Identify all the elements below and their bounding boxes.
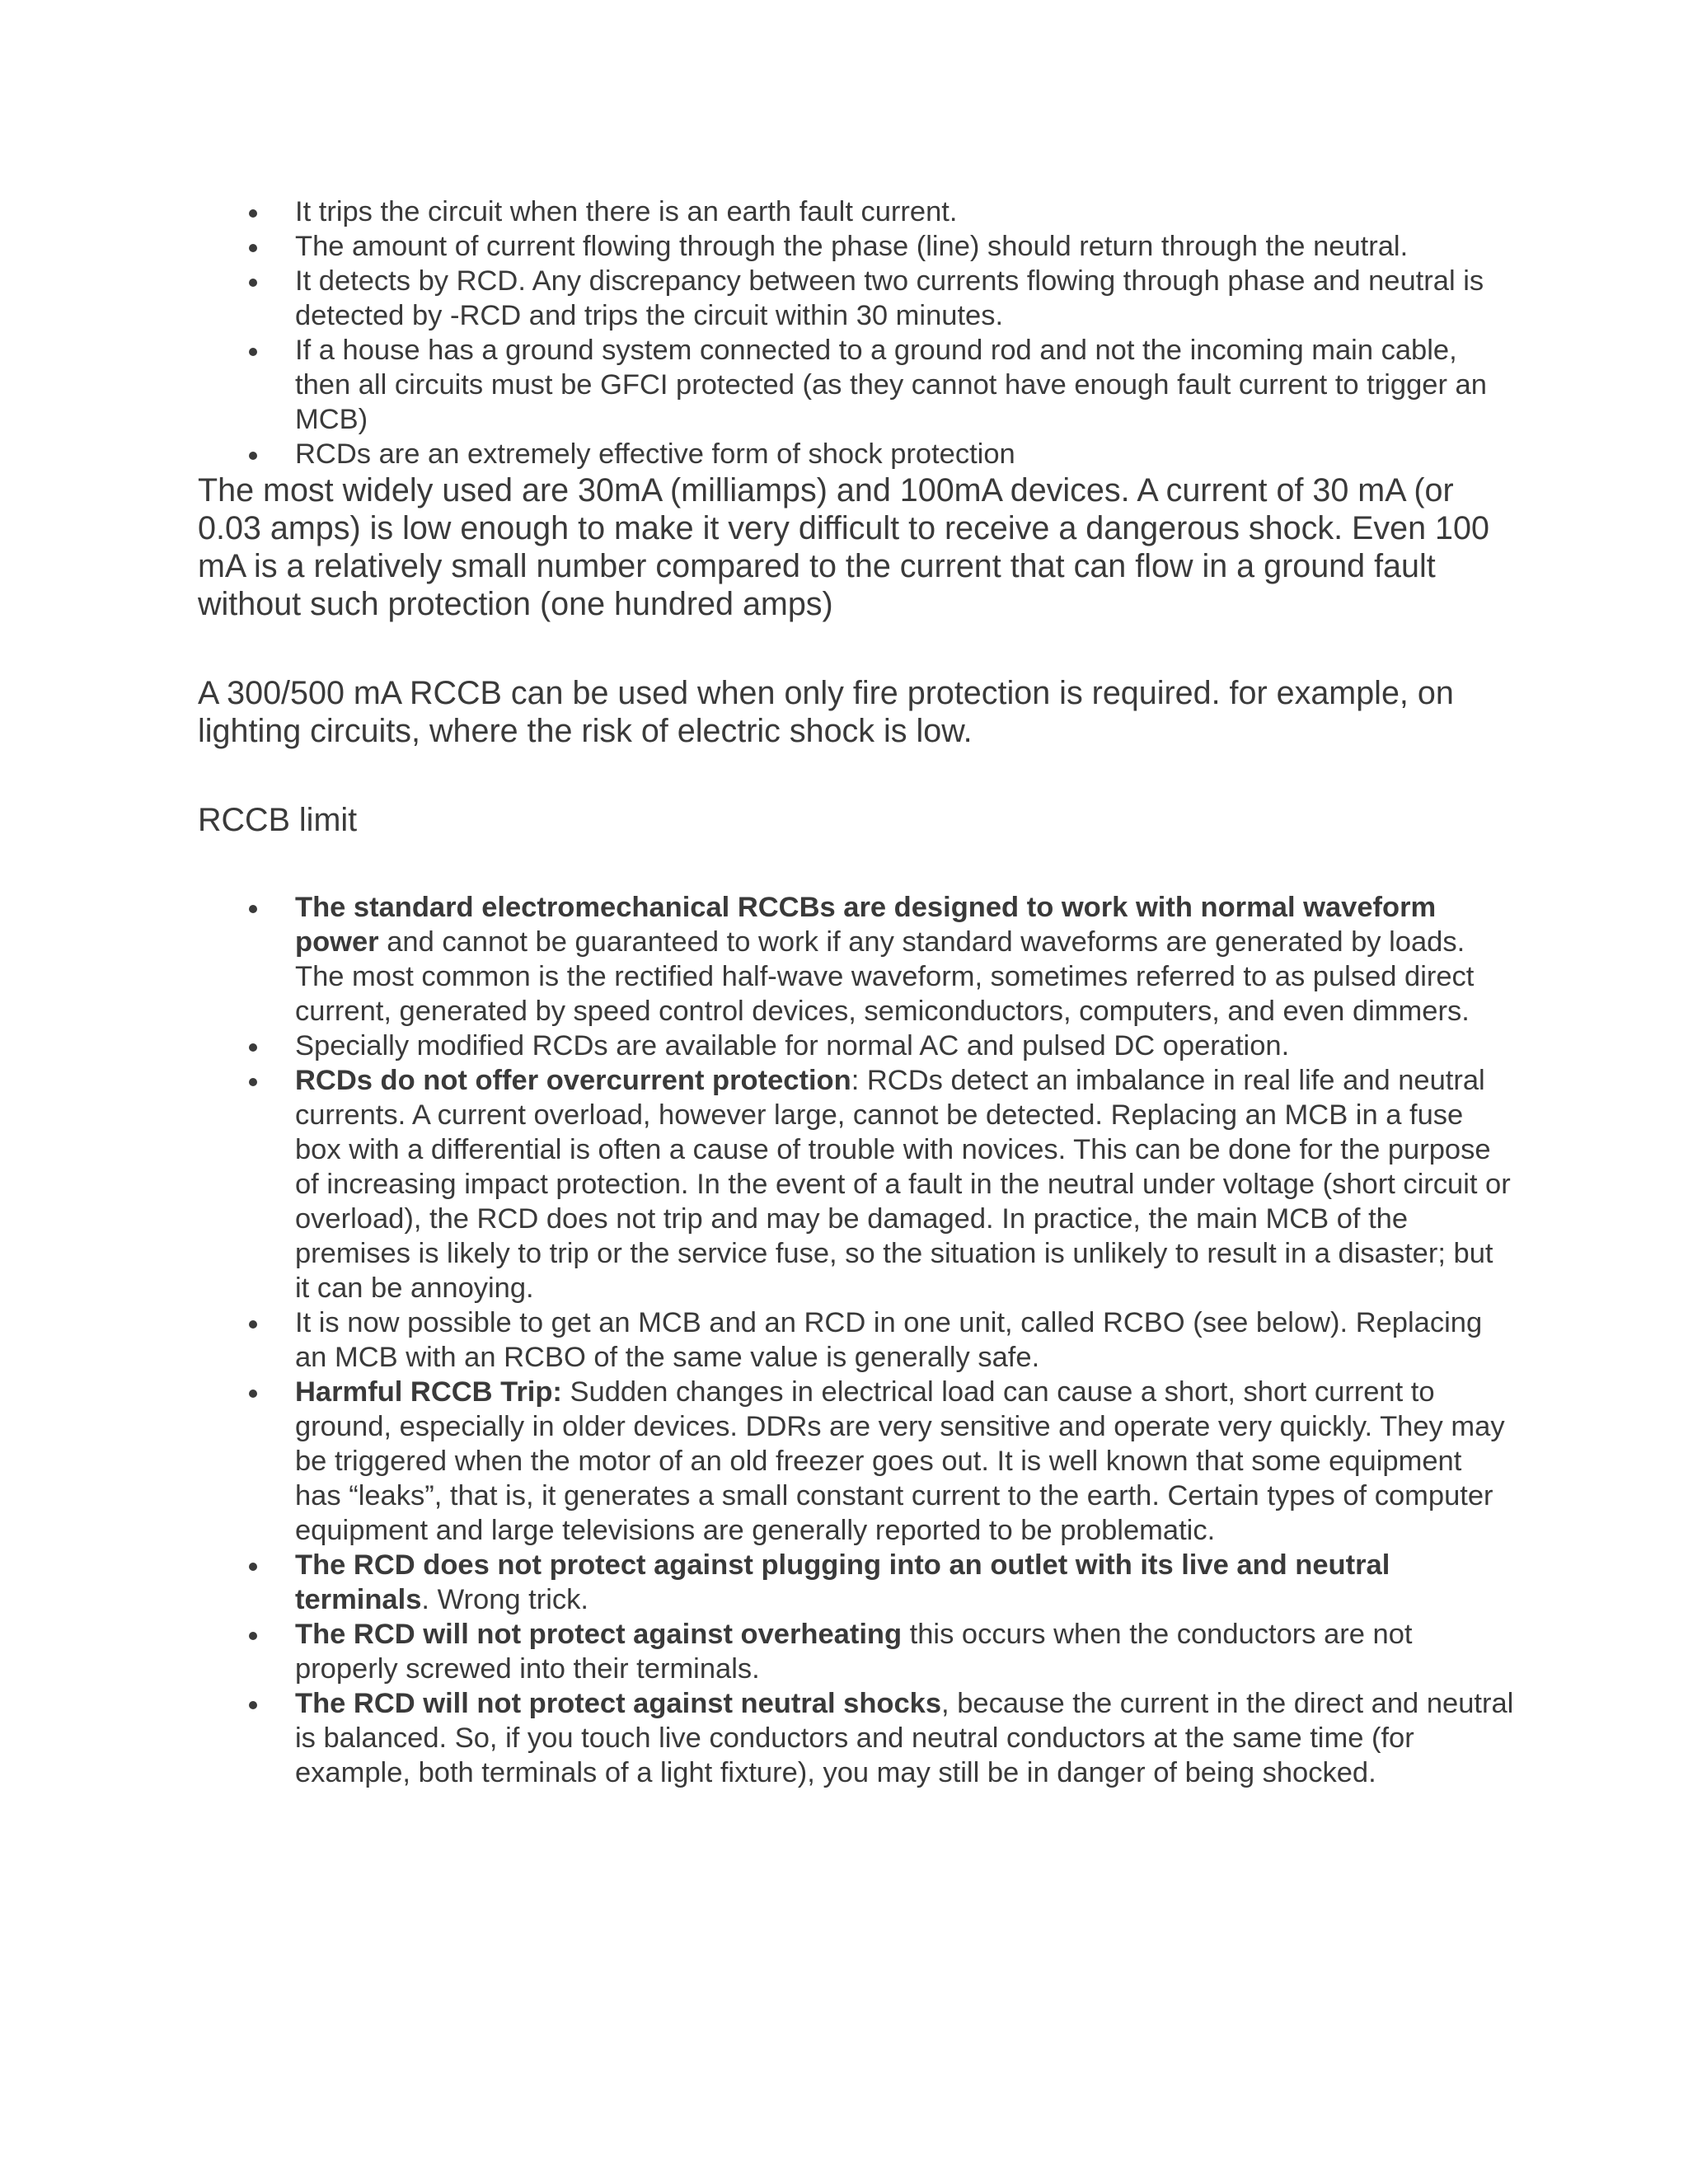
rccb-limit-list: [198, 890, 1517, 1790]
bullet-icon: [249, 279, 257, 287]
bullet-icon: [249, 1701, 257, 1709]
list-item: It trips the circuit when there is an earth fault current.: [198, 194, 1515, 229]
bullet-icon: [249, 348, 257, 356]
bullet-icon: [249, 1043, 257, 1052]
bullet-icon: [249, 1320, 257, 1329]
paragraph-rating: The most widely used are 30mA (milliamps) and 100mA devices. A current of 30 mA (or 0.03 amps) is low enough to make it very difficult to receive a dangerous shock. Even 100 mA is a relatively small number compared to the current that can flow in a ground fault without such protection (one hundred amps): [198, 472, 1489, 622]
list-item: The RCD will not protect against overheating this occurs when the conductors are not properly screwed into their terminals.: [198, 1617, 1515, 1686]
bullet-icon: [249, 1390, 257, 1398]
section-heading: RCCB limit: [198, 802, 358, 838]
bullet-icon: [249, 244, 257, 252]
list-item: Specially modified RCDs are available for normal AC and pulsed DC operation.: [198, 1029, 1515, 1063]
list-item: The amount of current flowing through the phase (line) should return through the neutral.: [198, 229, 1515, 264]
list-item: It is now possible to get an MCB and an RCD in one unit, called RCBO (see below). Replacing an MCB with an RCBO of the same value is generally safe.: [198, 1305, 1515, 1375]
bullet-icon: [249, 1632, 257, 1640]
list-item: Harmful RCCB Trip: Sudden changes in electrical load can cause a short, short current to ground, especially in older devices. DDRs are very sensitive and operate very quickly. They may be triggered when the motor of an old freezer goes out. It is well known that some equipment has “leaks”, that is, it generates a small constant current to the earth. Certain types of computer equipment and large televisions are generally reported to be problematic.: [198, 1375, 1515, 1548]
list-item: If a house has a ground system connected to a ground rod and not the incoming main cable, then all circuits must be GFCI protected (as they cannot have enough fault current to trigger an MCB): [198, 333, 1515, 437]
list-item: The standard electromechanical RCCBs are designed to work with normal waveform power and cannot be guaranteed to work if any standard waveforms are generated by loads. The most common is the rectified half-wave waveform, sometimes referred to as pulsed direct current, generated by speed control devices, semiconductors, computers, and even dimmers.: [198, 890, 1515, 1029]
bullet-icon: [249, 1563, 257, 1571]
list-item: RCDs are an extremely effective form of shock protection: [198, 437, 1515, 471]
list-item: It detects by RCD. Any discrepancy between two currents flowing through phase and neutral is detected by -RCD and trips the circuit within 30 minutes.: [198, 264, 1515, 333]
bullet-icon: [249, 1078, 257, 1086]
bullet-icon: [249, 209, 257, 218]
list-item: The RCD does not protect against plugging into an outlet with its live and neutral terminals. Wrong trick.: [198, 1548, 1515, 1617]
bullet-icon: [249, 452, 257, 460]
paragraph-fire-protection: A 300/500 mA RCCB can be used when only fire protection is required. for example, on lighting circuits, where the risk of electric shock is low.: [198, 675, 1454, 749]
bullet-icon: [249, 905, 257, 913]
list-item: RCDs do not offer overcurrent protection: RCDs detect an imbalance in real life and neutral currents. A current overload, however large, cannot be detected. Replacing an MCB in a fuse box with a differential is often a cause of trouble with novices. This can be done for the purpose of increasing impact protection. In the event of a fault in the neutral under voltage (short circuit or overload), the RCD does not trip and may be damaged. In practice, the main MCB of the premises is likely to trip or the service fuse, so the situation is unlikely to result in a disaster; but it can be annoying.: [198, 1063, 1515, 1305]
rcd-function-list: [198, 194, 1517, 471]
list-item: The RCD will not protect against neutral shocks, because the current in the direct and neutral is balanced. So, if you touch live conductors and neutral conductors at the same time (for example, both terminals of a light fixture), you may still be in danger of being shocked.: [198, 1686, 1515, 1790]
document-page: [198, 194, 1517, 1790]
